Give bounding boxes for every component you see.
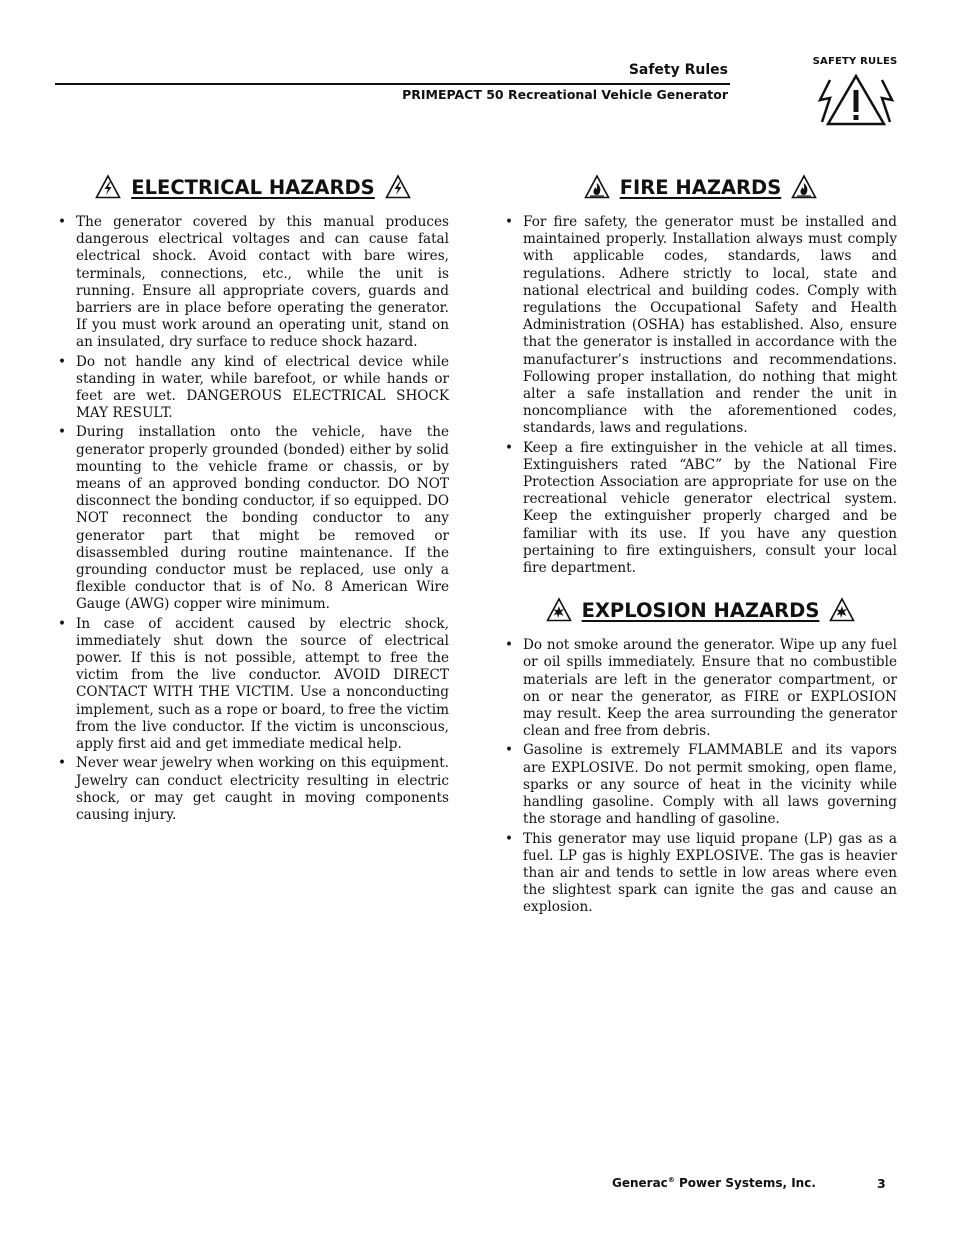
header-rule (55, 83, 730, 85)
explosion-warning-icon (829, 597, 855, 623)
fire-bullet-list (504, 214, 897, 577)
running-header-subtitle: PRIMEPACT 50 Recreational Vehicle Generator (402, 87, 728, 102)
list-item: • Gasoline is extremely FLAMMABLE and its vapors are EXPLOSIVE. Do not permit smoking, open flame, sparks or any source of heat in the vicinity while handling gasoline. Comply with all laws governing the storage and handling of gasoline. (504, 742, 897, 828)
registered-mark: ® (667, 1176, 675, 1184)
section-title: EXPLOSION HAZARDS (581, 598, 820, 622)
list-item: • Do not handle any kind of electrical device while standing in water, while barefoot, or while hands or feet are wet. DANGEROUS ELECTRICAL SHOCK MAY RESULT. (57, 354, 449, 423)
electrical-hazards-section (57, 172, 449, 826)
electrical-warning-icon (385, 174, 411, 200)
list-item: • For fire safety, the generator must be installed and maintained properly. Installation always must comply with applicable codes, standards, laws and regulations. Adhere strictly to local, state and national electrical and building codes. Comply with regulations the Occupational Safety and Health Administration (OSHA) has established. Also, ensure that the generator is installed in accordance with the manufacturer’s instructions and recommendations. Following proper installation, do nothing that might alter a safe installation and render the unit in noncompliance with the aforementioned codes, standards, laws and regulations. (504, 214, 897, 438)
company-name: Generac (612, 1176, 668, 1190)
fire-warning-icon (584, 174, 610, 200)
list-item: • Never wear jewelry when working on this equipment. Jewelry can conduct electricity resulting in electric shock, or may get caught in moving components causing injury. (57, 755, 449, 824)
fire-hazards-section (504, 172, 897, 577)
explosion-bullet-list (504, 637, 897, 916)
right-column (504, 172, 897, 919)
badge-label: SAFETY RULES (812, 56, 898, 67)
running-header-title: Safety Rules (628, 62, 728, 78)
footer-company (612, 1176, 816, 1190)
list-item: • Keep a fire extinguisher in the vehicle at all times. Extinguishers rated “ABC” by the National Fire Protection Association are appropriate for use on the recreational vehicle generator electrical system. Keep the extinguisher properly charged and be familiar with its use. If you have any question pertaining to fire extinguishers, consult your local fire department. (504, 440, 897, 578)
fire-hazards-heading (504, 172, 897, 202)
list-item: • The generator covered by this manual produces dangerous electrical voltages and can cause fatal electrical shock. Avoid contact with bare wires, terminals, connections, etc., while the unit is running. Ensure all appropriate covers, guards and barriers are in place before operating the generator. If you must work around an operating unit, stand on an insulated, dry surface to reduce shock hazard. (57, 214, 449, 352)
safety-rules-badge (808, 56, 902, 128)
page-number: 3 (877, 1176, 886, 1191)
section-title: ELECTRICAL HAZARDS (131, 175, 375, 199)
electrical-hazards-heading (57, 172, 449, 202)
explosion-hazards-section (504, 595, 897, 916)
fire-warning-icon (791, 174, 817, 200)
section-title: FIRE HAZARDS (619, 175, 782, 199)
list-item: • Do not smoke around the generator. Wipe up any fuel or oil spills immediately. Ensure that no combustible materials are left in the generator compartment, or on or near the generator, as FIRE or EXPLOSION may result. Keep the area surrounding the generator clean and free from debris. (504, 637, 897, 740)
explosion-warning-icon (546, 597, 572, 623)
list-item: • This generator may use liquid propane (LP) gas as a fuel. LP gas is highly EXPLOSIVE. The gas is heavier than air and tends to settle in low areas where even the slightest spark can ignite the gas and cause an explosion. (504, 831, 897, 917)
electrical-warning-icon (95, 174, 121, 200)
explosion-hazards-heading (504, 595, 897, 625)
company-name-rest: Power Systems, Inc. (674, 1176, 816, 1190)
lightning-warning-icon (816, 72, 896, 128)
list-item: • During installation onto the vehicle, have the generator properly grounded (bonded) either by solid mounting to the vehicle frame or chassis, or by means of an approved bonding conductor. DO NOT disconnect the bonding conductor, if so equipped. DO NOT reconnect the bonding conductor to any generator part that might be removed or disassembled during routine maintenance. If the grounding conductor must be replaced, use only a flexible conductor that is of No. 8 American Wire Gauge (AWG) copper wire minimum. (57, 424, 449, 613)
electrical-bullet-list (57, 214, 449, 824)
list-item: • In case of accident caused by electric shock, immediately shut down the source of electrical power. If this is not possible, attempt to free the victim from the live conductor. AVOID DIRECT CONTACT WITH THE VICTIM. Use a nonconducting implement, such as a rope or board, to free the victim from the live conductor. If the victim is unconscious, apply first aid and get immediate medical help. (57, 616, 449, 754)
